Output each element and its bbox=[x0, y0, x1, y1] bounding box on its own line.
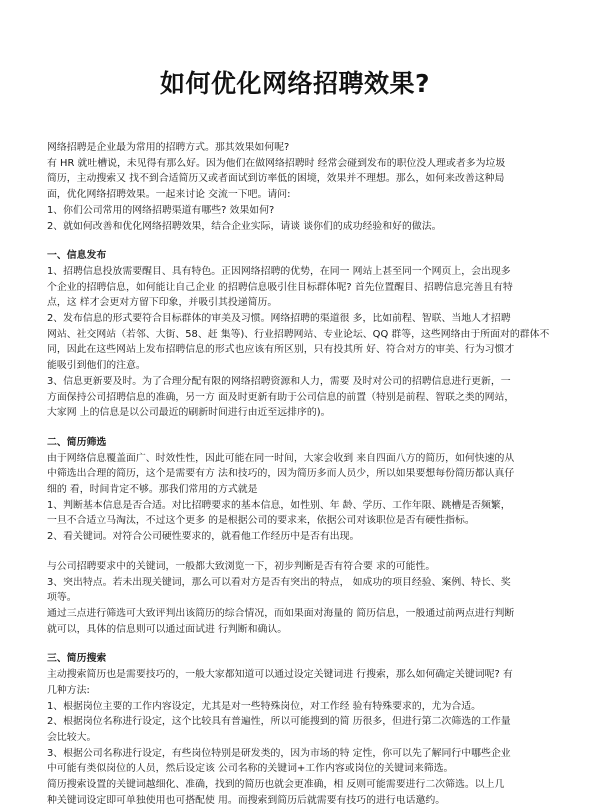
text-line: 方面保持公司招聘信息的准确，另一方 面及时更新有助于公司信息的前置（特别是前程、智联之类的网站， bbox=[47, 391, 515, 403]
section-heading: 一、信息发布 bbox=[47, 250, 107, 262]
text-line: 2、根据岗位名称进行设定，这个比较具有普遍性，所以可能搜到的简 历很多，但进行第二次筛选的工作量 bbox=[47, 716, 511, 728]
text-line: 通过三点进行筛选可大致评判出该简历的综合情况，而如果面对海量的 简历信息，一般通过前两点进行判断 bbox=[47, 607, 515, 619]
text-line: 3、信息更新要及时。为了合理分配有限的网络招聘资源和人力，需要 及时对公司的招聘信息进行更新，一 bbox=[47, 375, 511, 387]
text-line: 能吸引到他们的注意。 bbox=[47, 360, 146, 372]
text-line: 面，优化网络招聘效果。一起来讨论 交流一下吧。请问: bbox=[47, 189, 291, 201]
text-line: 1、招聘信息投放需要醒目、具有特色。正因网络招聘的优势，在同一 网站上甚至同一个网页上，会出现多 bbox=[47, 265, 511, 277]
section-heading: 三、简历搜索 bbox=[47, 653, 107, 665]
text-line: 主动搜索简历也是需要技巧的，一般大家都知道可以通过设定关键词进 行搜索，那么如何确定关键词呢? 有 bbox=[47, 669, 513, 681]
paragraph-gap bbox=[47, 421, 557, 435]
paragraph-gap bbox=[47, 545, 557, 559]
text-line: 种关键词设定即可单独使用也可搭配使 用。而搜索到简历后就需要有技巧的进行电话邀约。 bbox=[47, 794, 446, 806]
text-line: 一旦不合适立马淘汰，不过这个更多 的是根据公司的要求来，依据公司对该职位是否有硬性指标。 bbox=[47, 515, 475, 527]
text-line: 会比较大。 bbox=[47, 731, 97, 743]
text-line: 网站、社交网站（若邻、大街、58、赶 集等)、行业招聘网站、专业论坛、QQ 群等，这些网络由于所面对的群体不 bbox=[47, 328, 550, 340]
text-line: 就可以，具体的信息则可以通过面试进 行判断和确认。 bbox=[47, 623, 288, 635]
text-line: 同，因此在这些网站上发布招聘信息的形式也应该有所区别，只有投其所 好、符合对方的审美、行为习惯才 bbox=[47, 344, 515, 356]
text-line: 1、判断基本信息是否合适。对比招聘要求的基本信息，如性别、年 龄、学历、工作年限、跳槽是否频繁， bbox=[47, 499, 511, 511]
text-line: 1、你们公司常用的网络招聘渠道有哪些? 效果如何? bbox=[47, 204, 275, 216]
text-line: 简历搜索设置的关键词越细化、准确，找到的简历也就会更准确，相 反则可能需要进行二次筛选。以上几 bbox=[47, 779, 505, 791]
text-line: 由于网络信息覆盖面广、时效性性，因此可能在同一时间，大家会收到 来自四面八方的简历，如何快速的从 bbox=[47, 452, 515, 464]
text-line: 个企业的招聘信息，如何能让自己企业 的招聘信息吸引住目标群体呢? 首先位置醒目、招聘信息完善且有特 bbox=[47, 281, 513, 293]
paragraph-gap bbox=[47, 637, 557, 651]
document-title: 如何优化网络招聘效果? bbox=[159, 69, 430, 98]
text-line: 有 HR 就吐槽说，未见得有那么好。因为他们在做网络招聘时 经常会碰到发布的职位没人理或者多为垃圾 bbox=[47, 157, 506, 169]
text-line: 2、发布信息的形式要符合目标群体的审美及习惯。网络招聘的渠道很 多，比如前程、智联、当地人才招聘 bbox=[47, 313, 511, 325]
text-line: 2、看关键词。对符合公司硬性要求的，就看他工作经历中是否有出现。 bbox=[47, 531, 360, 543]
text-line: 细的 看，时间肯定不够。那我们常用的方式就是 bbox=[47, 484, 258, 496]
paragraph-gap bbox=[47, 234, 557, 248]
text-line: 3、根据公司名称进行设定，有些岗位特别是研发类的，因为市场的特 定性，你可以先了解同行中哪些企业 bbox=[47, 747, 511, 759]
text-line: 简历，主动搜索又 找不到合适简历又或者面试到访率低的困境，效果并不理想。那么，如何来改善这种局 bbox=[47, 173, 505, 185]
document-body bbox=[47, 140, 557, 808]
section-heading: 二、简历筛选 bbox=[47, 436, 107, 448]
text-line: 几种方法: bbox=[47, 684, 90, 696]
text-line: 1、根据岗位主要的工作内容设定，尤其是对一些特殊岗位，对工作经 验有特殊要求的，尤为合适。 bbox=[47, 700, 482, 712]
text-line: 项等。 bbox=[47, 592, 77, 604]
text-line: 3、突出特点。若未出现关键词，那么可以看对方是否有突出的特点， 如成功的项目经验、案例、特长、奖 bbox=[47, 576, 511, 588]
text-line: 网络招聘是企业最为常用的招聘方式。那其效果如何呢? bbox=[47, 142, 290, 153]
text-line: 中可能有类似岗位的人员，然后设定该 公司名称的关键词+工作内容或岗位的关键词来筛选。 bbox=[47, 763, 454, 775]
text-line: 大家网 上的信息是以公司最近的刷新时间进行由近至远排序的)。 bbox=[47, 407, 331, 419]
text-line: 2、就如何改善和优化网络招聘效果，结合企业实际，请谈 谈你们的成功经验和好的做法。 bbox=[47, 220, 442, 232]
text-line: 点，这 样才会更对方留下印象，并吸引其投递简历。 bbox=[47, 297, 278, 309]
text-line: 中筛选出合理的简历，这个是需要有方 法和技巧的，因为简历多而人员少，所以如果要想每份简历都认真仔 bbox=[47, 468, 515, 480]
text-line: 与公司招聘要求中的关键词，一般都大致浏览一下，初步判断是否有符合要 求的可能性。 bbox=[47, 560, 436, 572]
